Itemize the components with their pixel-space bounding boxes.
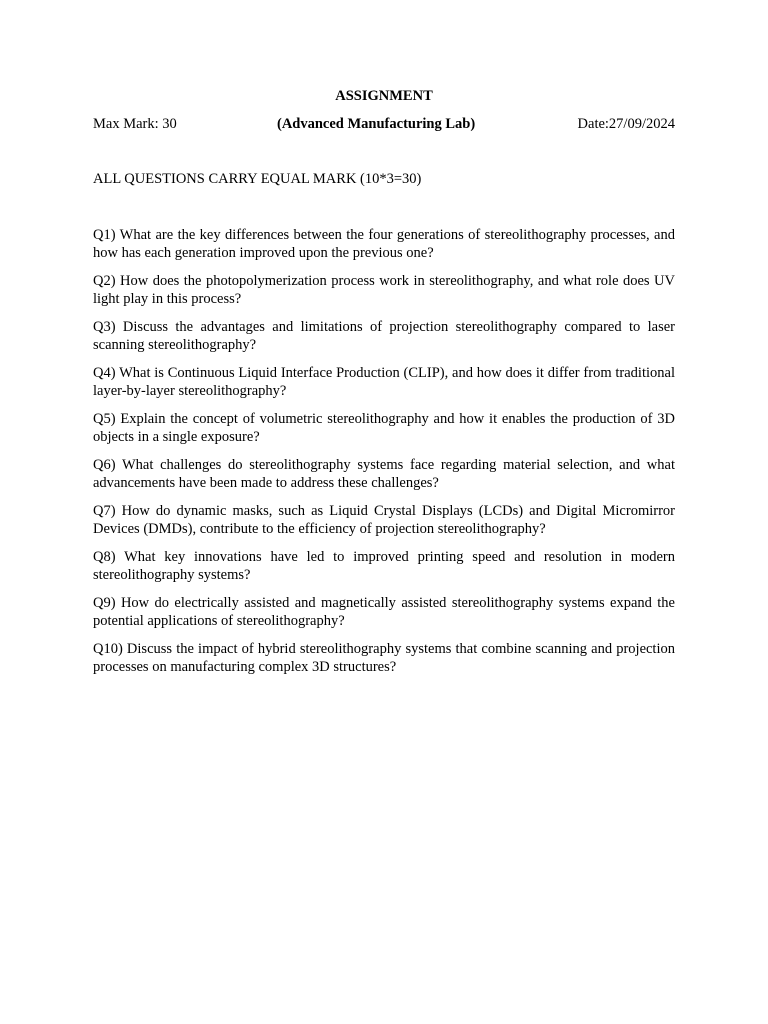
question-item-3: Q3) Discuss the advantages and limitations of projection stereolithography compared to laser scanning stereolithography?	[93, 319, 675, 353]
header-meta-row	[93, 115, 675, 133]
question-item-8: Q8) What key innovations have led to improved printing speed and resolution in modern stereolithography systems?	[93, 549, 675, 583]
question-list	[93, 226, 675, 676]
document-content	[93, 87, 675, 686]
question-item-2: Q2) How does the photopolymerization process work in stereolithography, and what role does UV light play in this process?	[93, 273, 675, 307]
document-title: ASSIGNMENT	[335, 88, 433, 104]
instruction-text: ALL QUESTIONS CARRY EQUAL MARK (10*3=30)	[93, 171, 422, 187]
question-item-6: Q6) What challenges do stereolithography systems face regarding material selection, and what advancements have been made to address these challenges?	[93, 457, 675, 491]
assignment-date: Date:27/09/2024	[577, 116, 675, 132]
question-item-9: Q9) How do electrically assisted and magnetically assisted stereolithography systems expand the potential applications of stereolithography?	[93, 595, 675, 629]
question-item-5: Q5) Explain the concept of volumetric stereolithography and how it enables the production of 3D objects in a single exposure?	[93, 411, 675, 445]
question-item-10: Q10) Discuss the impact of hybrid stereolithography systems that combine scanning and projection processes on manufacturing complex 3D structures?	[93, 641, 675, 675]
question-item-7: Q7) How do dynamic masks, such as Liquid Crystal Displays (LCDs) and Digital Micromirror Devices (DMDs), contribute to the efficiency of projection stereolithography?	[93, 503, 675, 537]
question-item-1: Q1) What are the key differences between the four generations of stereolithography processes, and how has each generation improved upon the previous one?	[93, 227, 675, 261]
course-name: (Advanced Manufacturing Lab)	[277, 116, 476, 132]
max-mark: Max Mark: 30	[93, 116, 177, 132]
question-item-4: Q4) What is Continuous Liquid Interface Production (CLIP), and how does it differ from traditional layer-by-layer stereolithography?	[93, 365, 675, 399]
